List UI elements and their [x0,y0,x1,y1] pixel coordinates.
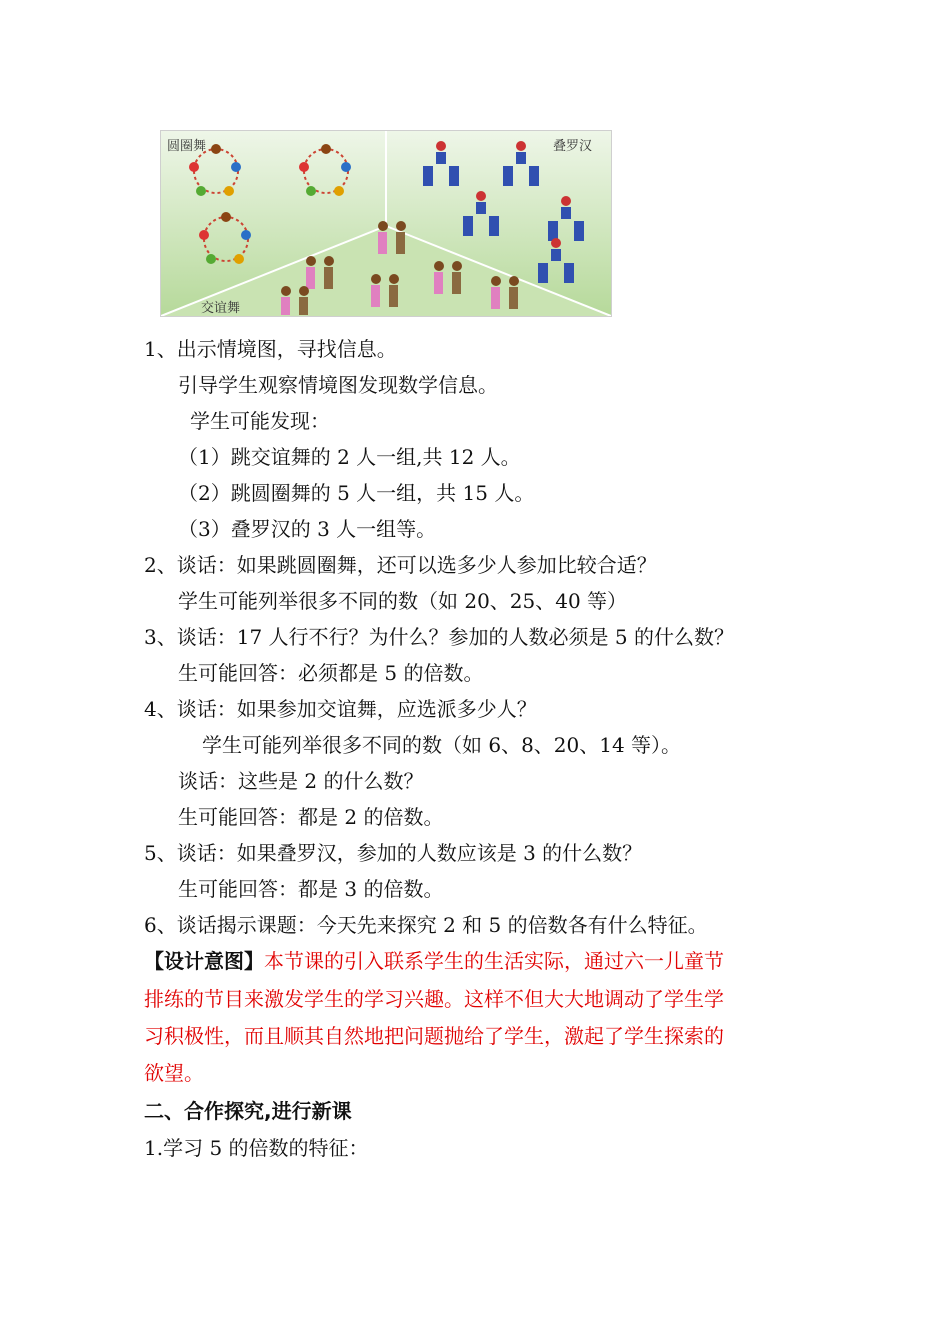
step-5-answer: 生可能回答：都是 3 的倍数。 [178,877,444,901]
step-5: 5、谈话：如果叠罗汉，参加的人数应该是 3 的什么数？ [144,841,643,865]
step-6: 6、谈话揭示课题：今天先来探究 2 和 5 的倍数各有什么特征。 [144,913,708,937]
label-pyramid: 叠罗汉 [553,139,593,154]
section-heading: 二、合作探究,进行新课 [144,1099,352,1123]
step-2-answer: 学生可能列举很多不同的数（如 20、25、40 等） [178,589,628,613]
design-intent-text-1: 本节课的引入联系学生的生活实际，通过六一儿童节 [264,949,724,973]
subheading: 1.学习 5 的倍数的特征： [144,1136,369,1160]
design-intent-line-2: 排练的节目来激发学生的学习兴趣。这样不但大大地调动了学生学 [144,987,724,1011]
step-1-possible: 学生可能发现： [190,409,330,433]
label-friendship-dance: 交谊舞 [201,301,241,316]
step-3: 3、谈话：17 人行不行？为什么？参加的人数必须是 5 的什么数？ [144,625,734,649]
dance-scene-graphic [161,131,611,316]
design-intent-label: 【设计意图】 [144,949,264,973]
scene-illustration [160,130,612,317]
finding-3: （3）叠罗汉的 3 人一组等。 [178,517,437,541]
label-circle-dance: 圆圈舞 [167,139,207,154]
step-4-reply: 生可能回答：都是 2 的倍数。 [178,805,444,829]
finding-1: （1）跳交谊舞的 2 人一组,共 12 人。 [178,445,521,469]
finding-2: （2）跳圆圈舞的 5 人一组，共 15 人。 [178,481,535,505]
step-4: 4、谈话：如果参加交谊舞，应选派多少人？ [144,697,537,721]
design-intent-line-1 [144,949,724,973]
step-1-guide: 引导学生观察情境图发现数学信息。 [178,373,498,397]
design-intent-line-4: 欲望。 [144,1061,204,1085]
design-intent-line-3: 习积极性，而且顺其自然地把问题抛给了学生，激起了学生探索的 [144,1024,724,1048]
step-1: 1、出示情境图，寻找信息。 [144,337,397,361]
step-2: 2、谈话：如果跳圆圈舞，还可以选多少人参加比较合适？ [144,553,657,577]
step-4-answer: 学生可能列举很多不同的数（如 6、8、20、14 等）。 [202,733,682,757]
step-4-question: 谈话：这些是 2 的什么数？ [178,769,424,793]
step-3-answer: 生可能回答：必须都是 5 的倍数。 [178,661,484,685]
